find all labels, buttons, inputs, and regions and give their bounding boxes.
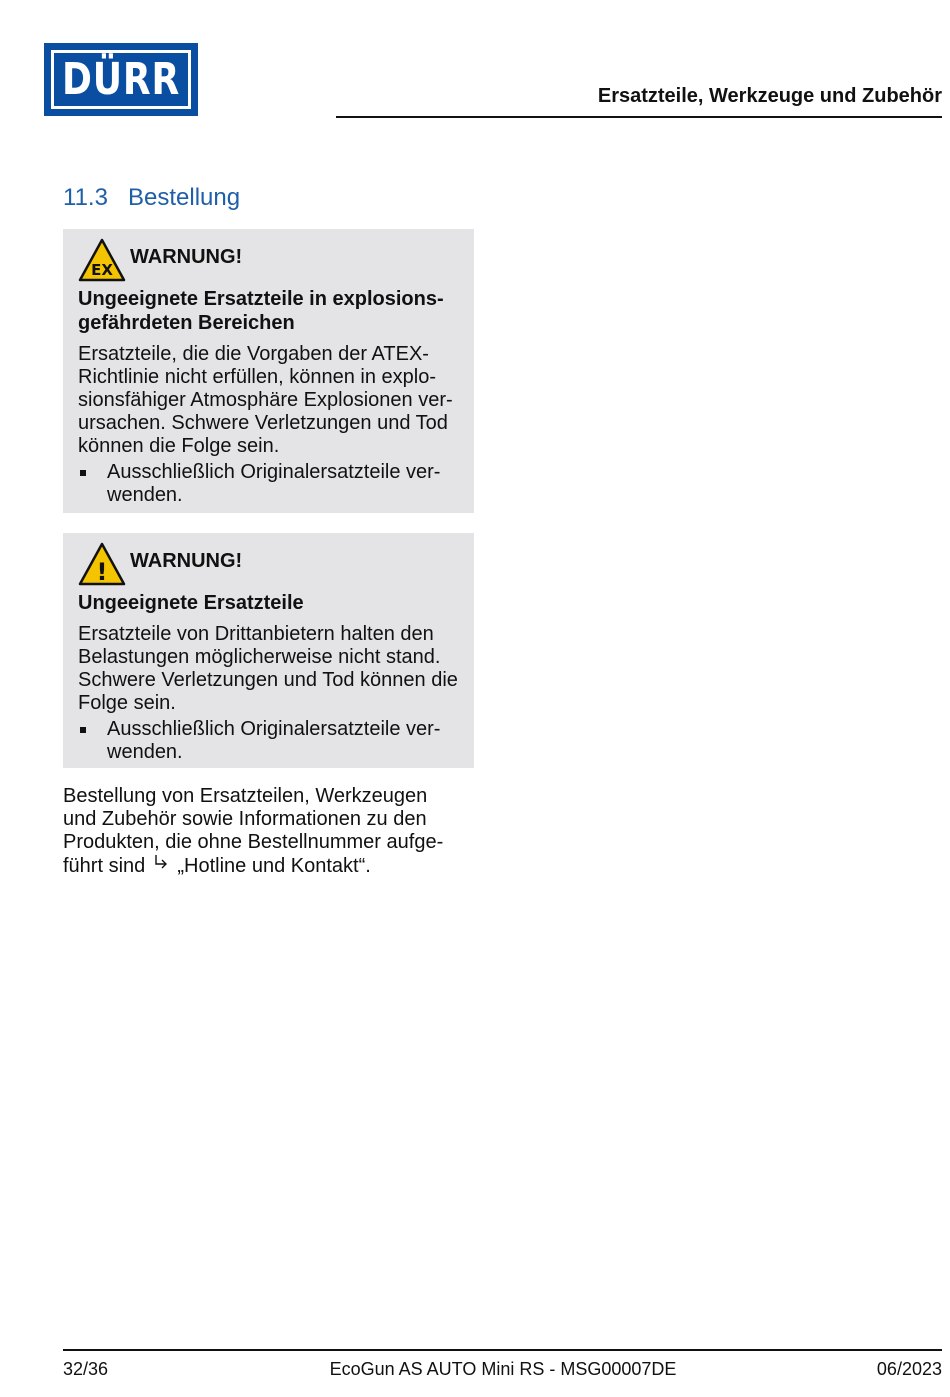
warning-subtitle-line: Ungeeignete Ersatzteile xyxy=(78,592,304,614)
paragraph-text: führt sind xyxy=(63,855,146,877)
warning-signal-word: WARNUNG! xyxy=(130,549,243,572)
paragraph-line: Bestellung von Ersatzteilen, Werkzeugen xyxy=(63,785,428,807)
ex-warning-icon xyxy=(78,238,126,282)
warning-box-explosion xyxy=(63,229,474,513)
warning-action-line: wenden. xyxy=(107,741,183,763)
warning-header xyxy=(78,541,468,587)
duerr-logo xyxy=(44,43,198,116)
page-number: 32/36 xyxy=(63,1359,109,1379)
warning-body-line: Ersatzteile von Drittanbietern halten den xyxy=(78,623,434,645)
warning-body-line: Belastungen möglicherweise nicht stand. xyxy=(78,646,441,668)
warning-body-line: Richtlinie nicht erfüllen, können in explo- xyxy=(78,366,436,388)
warning-body xyxy=(78,343,468,458)
warning-body-line: sionsfähiger Atmosphäre Explosionen ver- xyxy=(78,389,453,411)
warning-body-line: können die Folge sein. xyxy=(78,435,280,457)
paragraph-line: Produkten, die ohne Bestellnummer aufge- xyxy=(63,831,444,853)
warning-body-line: Ersatzteile, die die Vorgaben der ATEX- xyxy=(78,343,429,365)
warning-subtitle xyxy=(78,591,468,615)
warning-action-item xyxy=(78,461,468,507)
warning-subtitle-line: gefährdeten Bereichen xyxy=(78,312,295,334)
header-title: Ersatzteile, Werkzeuge und Zubehör xyxy=(597,85,942,107)
warning-action-line: Ausschließlich Originalersatzteile ver- xyxy=(107,461,441,483)
hotline-contact-link[interactable]: „Hotline und Kontakt“. xyxy=(177,855,371,877)
warning-box-spare-parts xyxy=(63,533,474,768)
warning-action-line: wenden. xyxy=(107,484,183,506)
warning-body-line: ursachen. Schwere Verletzungen und Tod xyxy=(78,412,448,434)
document-title: EcoGun AS AUTO Mini RS - MSG00007DE xyxy=(329,1359,677,1379)
bullet-square-icon xyxy=(80,470,86,476)
header-divider xyxy=(336,116,942,118)
warning-body-line: Schwere Verletzungen und Tod können die xyxy=(78,669,458,691)
footer-divider xyxy=(63,1349,942,1351)
exclamation-icon-text: ! xyxy=(96,558,108,586)
section-heading xyxy=(63,184,240,212)
cross-reference-icon xyxy=(153,854,169,872)
ordering-paragraph xyxy=(63,785,463,878)
warning-subtitle xyxy=(78,287,468,335)
warning-body-line: Folge sein. xyxy=(78,692,176,714)
section-title: Bestellung xyxy=(128,184,241,211)
warning-body xyxy=(78,623,468,715)
section-number: 11.3 xyxy=(63,184,108,211)
logo-frame xyxy=(51,50,191,109)
document-date: 06/2023 xyxy=(876,1359,942,1379)
exclamation-warning-icon xyxy=(78,542,126,586)
bullet-square-icon xyxy=(80,727,86,733)
warning-signal-word: WARNUNG! xyxy=(130,245,243,268)
paragraph-line xyxy=(63,854,463,878)
paragraph-line: und Zubehör sowie Informationen zu den xyxy=(63,808,427,830)
logo-text: DÜRR xyxy=(61,53,181,105)
warning-action-line: Ausschließlich Originalersatzteile ver- xyxy=(107,718,441,740)
warning-header xyxy=(78,237,468,283)
warning-subtitle-line: Ungeeignete Ersatzteile in explosions- xyxy=(78,288,444,310)
warning-action-item xyxy=(78,718,468,764)
ex-icon-text: EX xyxy=(91,261,113,279)
